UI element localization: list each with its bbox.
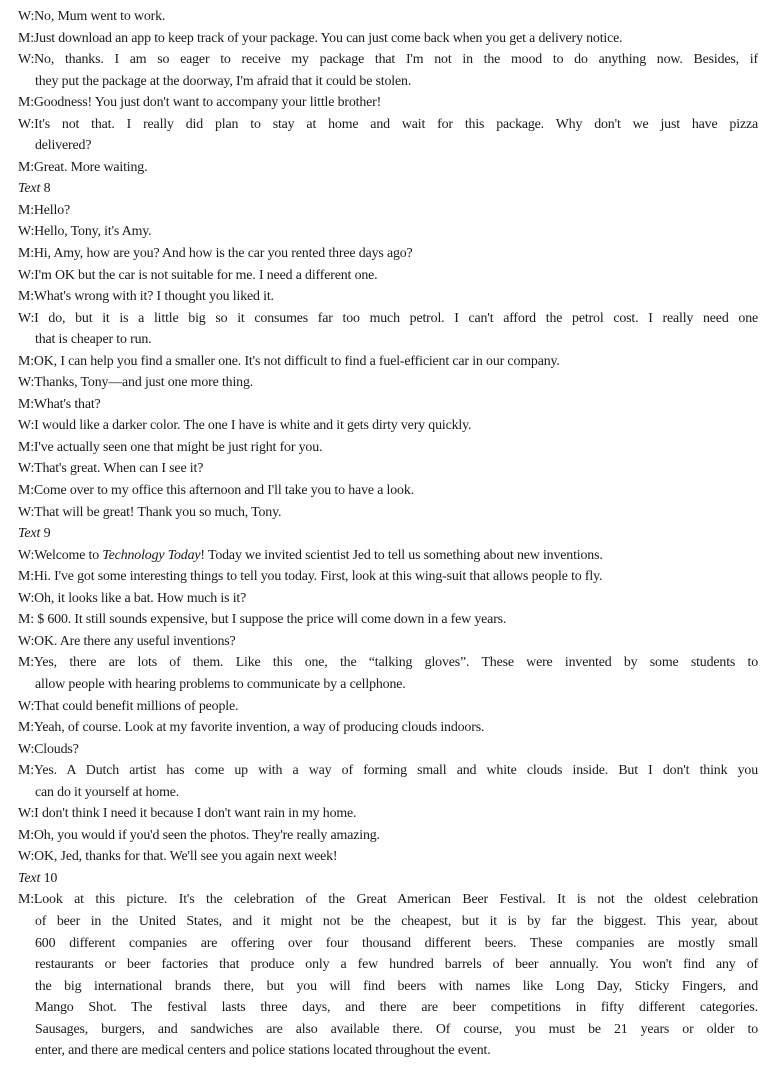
- section-title-number: 8: [40, 181, 51, 197]
- dialogue-line: W:That will be great! Thank you so much, Tony.: [18, 504, 282, 520]
- dialogue-line-continued: enter, and there are medical centers and police stations located throughout the event.: [35, 1043, 491, 1059]
- dialogue-line-continued: can do it yourself at home.: [35, 784, 180, 800]
- dialogue-line: W:That could benefit millions of people.: [18, 698, 239, 714]
- dialogue-line: W:No, thanks. I am so eager to receive my package that I'm not in the mood to do anything now. Besides, if: [18, 52, 758, 68]
- dialogue-line: M:Oh, you would if you'd seen the photos. They're really amazing.: [18, 827, 380, 843]
- dialogue-line: W:Hello, Tony, it's Amy.: [18, 224, 152, 240]
- dialogue-line: W:OK, Jed, thanks for that. We'll see you again next week!: [18, 849, 338, 865]
- dialogue-line: M:Goodness! You just don't want to accompany your little brother!: [18, 95, 382, 111]
- dialogue-line: W:Oh, it looks like a bat. How much is it?: [18, 590, 247, 606]
- text-section: [18, 868, 758, 1062]
- section-title-word: Text: [18, 870, 41, 886]
- section-title: [18, 868, 758, 890]
- transcript-document: [18, 6, 758, 1062]
- dialogue-line-continued: the big international brands there, but you will find beers with names like Long Day, Sticky Fingers, and: [35, 978, 758, 994]
- dialogue-line: M:Yes, there are lots of them. Like this one, the “talking gloves”. These were invented by some students to: [18, 655, 758, 671]
- dialogue-line-continued: delivered?: [35, 138, 92, 154]
- dialogue-line: M:Hi. I've got some interesting things to tell you today. First, look at this wing-suit that allows people to fly.: [18, 569, 603, 585]
- dialogue-line: W:I do, but it is a little big so it consumes far too much petrol. I can't afford the petrol cost. I really need one: [18, 310, 758, 326]
- line-text: W:Welcome to: [18, 547, 103, 563]
- dialogue-line: M:Hi, Amy, how are you? And how is the car you rented three days ago?: [18, 246, 413, 262]
- dialogue-line: M:Yeah, of course. Look at my favorite invention, a way of producing clouds indoors.: [18, 720, 485, 736]
- dialogue-line: M:Come over to my office this afternoon and I'll take you to have a look.: [18, 483, 414, 499]
- section-title-number: 9: [40, 526, 51, 542]
- dialogue-line: [18, 545, 758, 567]
- dialogue-line-continued: that is cheaper to run.: [35, 332, 152, 348]
- dialogue-line-continued: of beer in the United States, and it might not be the cheapest, but it is by far the biggest. This year, about: [35, 913, 758, 929]
- dialogue-line: W:OK. Are there any useful inventions?: [18, 633, 236, 649]
- dialogue-line: M: $ 600. It still sounds expensive, but I suppose the price will come down in a few years.: [18, 612, 507, 628]
- dialogue-line-continued: they put the package at the doorway, I'm afraid that it could be stolen.: [35, 73, 412, 89]
- dialogue-line: M:Hello?: [18, 202, 71, 218]
- dialogue-line: W:It's not that. I really did plan to stay at home and wait for this package. Why don't we just have pizza: [18, 116, 758, 132]
- dialogue-line: M:OK, I can help you find a smaller one. It's not difficult to find a fuel-efficient car in our company.: [18, 353, 560, 369]
- line-text: ! Today we invited scientist Jed to tell us something about new inventions.: [200, 547, 603, 563]
- dialogue-continuation: [18, 6, 758, 178]
- dialogue-line: M:Yes. A Dutch artist has come up with a way of forming small and white clouds inside. But I don't think you: [18, 763, 758, 779]
- dialogue-line-continued: allow people with hearing problems to communicate by a cellphone.: [35, 676, 406, 692]
- text-section: [18, 523, 758, 868]
- dialogue-line: W:I would like a darker color. The one I have is white and it gets dirty very quickly.: [18, 418, 472, 434]
- dialogue-line: W:Thanks, Tony—and just one more thing.: [18, 375, 254, 391]
- dialogue-line-continued: 600 different companies are offering over four thousand different beers. These companies are mostly small: [35, 935, 758, 951]
- dialogue-line-continued: Mango Shot. The festival lasts three days, and there are beer competitions in fifty different categories.: [35, 1000, 758, 1016]
- dialogue-line: M:What's wrong with it? I thought you liked it.: [18, 289, 274, 305]
- dialogue-line: W:Clouds?: [18, 741, 79, 757]
- dialogue-line: W:I don't think I need it because I don't want rain in my home.: [18, 806, 357, 822]
- section-title-number: 10: [40, 870, 58, 886]
- dialogue-line: W:No, Mum went to work.: [18, 9, 166, 24]
- section-title: [18, 523, 758, 545]
- section-title-word: Text: [18, 526, 41, 542]
- dialogue-line: M:What's that?: [18, 396, 101, 412]
- dialogue-line: W:I'm OK but the car is not suitable for me. I need a different one.: [18, 267, 378, 283]
- program-title: Technology Today: [102, 547, 201, 563]
- dialogue-line: M:Just download an app to keep track of your package. You can just come back when you get a delivery notice.: [18, 30, 623, 46]
- dialogue-line-continued: restaurants or beer factories that produce only a few hundred barrels of beer annually. You won't find any of: [35, 957, 758, 973]
- dialogue-line: M:Great. More waiting.: [18, 159, 148, 175]
- dialogue-line: W:That's great. When can I see it?: [18, 461, 204, 477]
- dialogue-line: M:Look at this picture. It's the celebration of the Great American Beer Festival. It is not the oldest celebration: [18, 892, 758, 908]
- dialogue-line-continued: Sausages, burgers, and sandwiches are also available there. Of course, you must be 21 years or older to: [35, 1021, 758, 1037]
- section-title: [18, 178, 758, 200]
- dialogue-line: M:I've actually seen one that might be just right for you.: [18, 439, 323, 455]
- section-title-word: Text: [18, 181, 41, 197]
- text-section: [18, 178, 758, 523]
